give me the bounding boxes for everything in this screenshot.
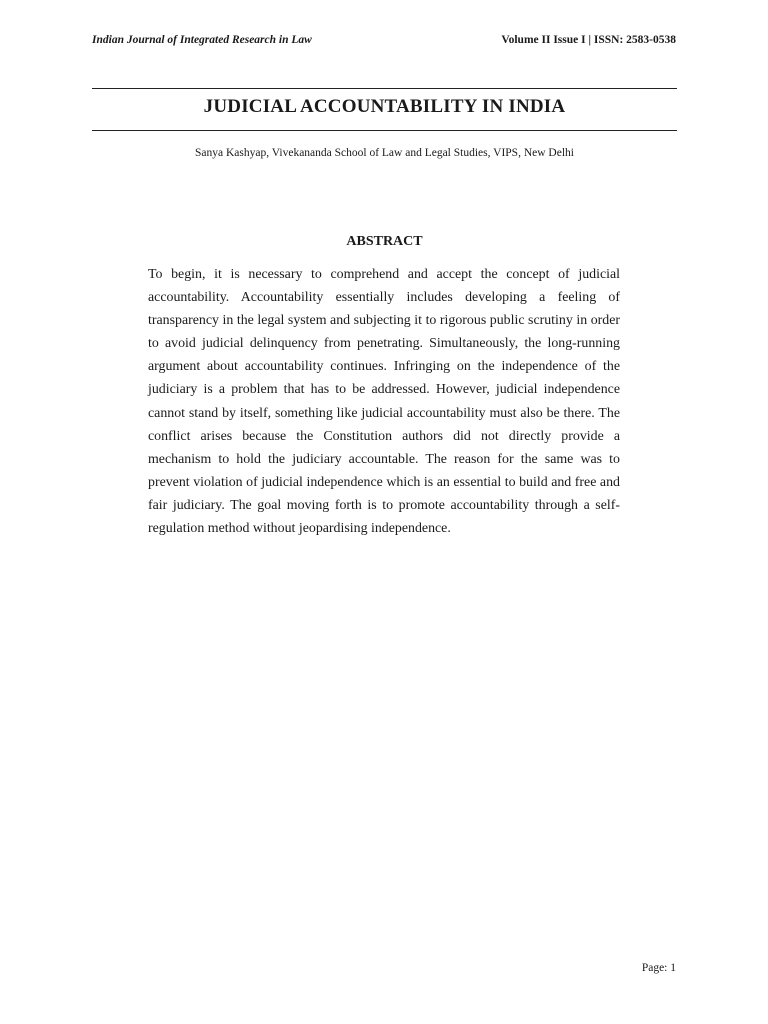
page-number: Page: 1: [641, 962, 676, 974]
article-title: JUDICIAL ACCOUNTABILITY IN INDIA: [203, 96, 566, 117]
journal-name: Indian Journal of Integrated Research in Law: [92, 34, 312, 46]
title-rule-bottom: [92, 130, 677, 131]
abstract-heading: ABSTRACT: [346, 234, 423, 249]
running-header: [92, 34, 676, 52]
abstract-body: To begin, it is necessary to comprehend and accept the concept of judicial accountability. Accountability essentially includes developing a feeling of transparency in the legal system and subjecting it to rigorous public scrutiny in order to avoid judicial delinquency from penetrating. Simultaneously, the long-running argument about accountability continues. Infringing on the independence of the judiciary is a problem that has to be addressed. However, judicial independence cannot stand by itself, something like judicial accountability must also be there. The conflict arises because the Constitution authors did not directly provide a mechanism to hold the judiciary accountable. The reason for the same was to prevent violation of judicial independence which is an essential to build and free and fair judiciary. The goal moving forth is to promote accountability through a self-regulation method without jeopardising independence.: [148, 267, 620, 537]
volume-issn-info: Volume II Issue I | ISSN: 2583-0538: [501, 34, 676, 46]
title-rule-top: [92, 88, 677, 89]
author-affiliation: Sanya Kashyap, Vivekananda School of Law and Legal Studies, VIPS, New Delhi: [195, 147, 574, 159]
